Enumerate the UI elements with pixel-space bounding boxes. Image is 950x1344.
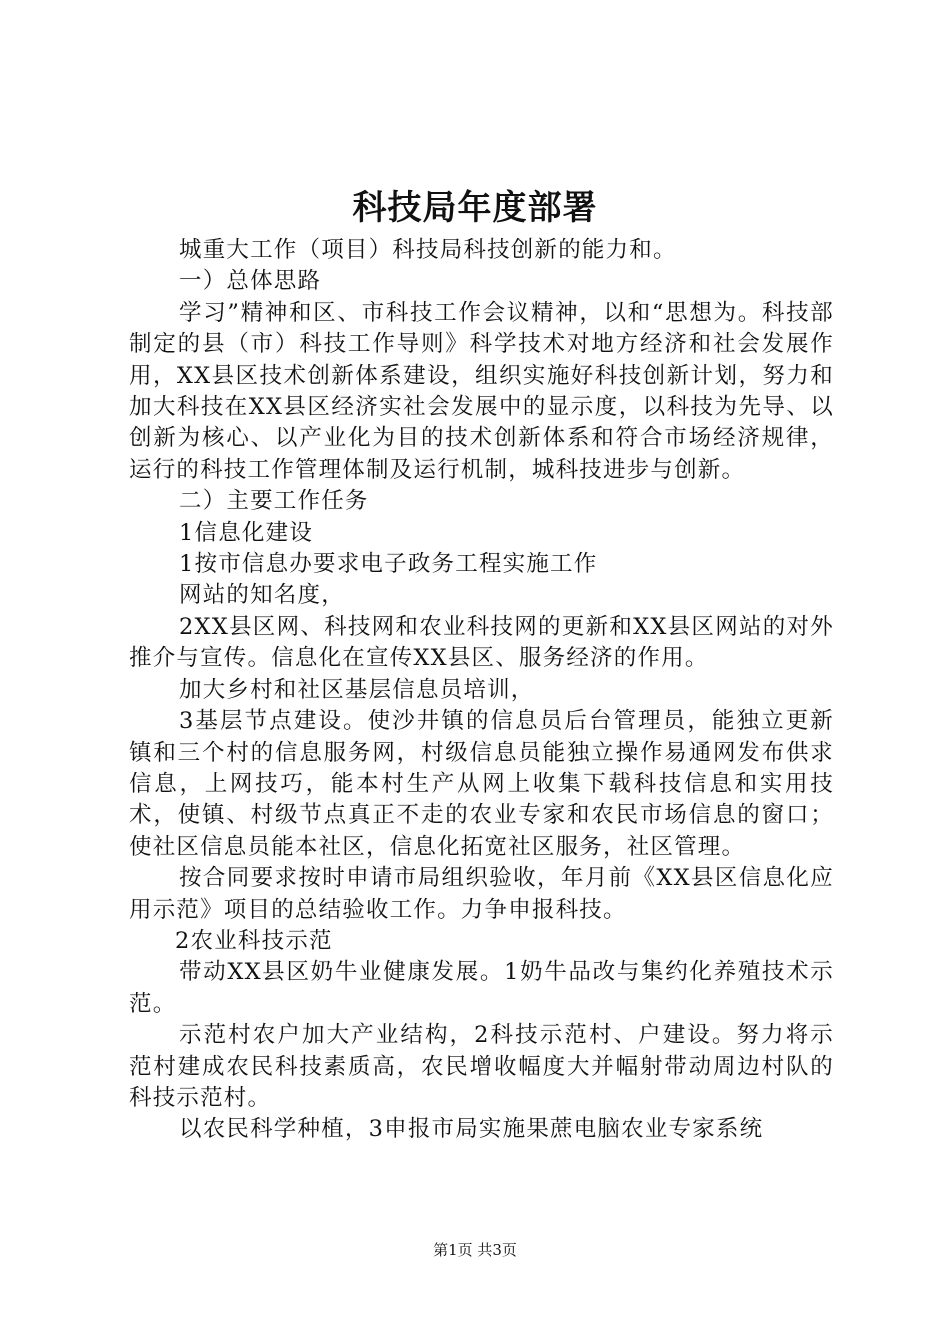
paragraph-training: 加大乡村和社区基层信息员培训， (179, 676, 535, 703)
section-heading-main-tasks: 二）主要工作任务 (179, 488, 369, 515)
paragraph-overall-approach: 学习”精神和区、市科技工作会议精神，以和“思想为。科技部制定的县（市）科技工作导则》科学技术对地方经济和社会发展作用，XX县区技术创新体系建设，组织实施好科技创新计划，努力和加大科技在XX县区经济实社会发展中的显示度，以科技为先导、以创新为核心、以产业化为目的技术创新体系和符合市场经济规律，运行的科技工作管理体制及运行机制，城科技进步与创新。 (129, 299, 834, 483)
paragraph-dairy: 带动XX县区奶牛业健康发展。1奶牛品改与集约化养殖技术示范。 (129, 959, 834, 1017)
document-title: 科技局年度部署 (352, 188, 598, 228)
paragraph-acceptance: 按合同要求按时申请市局组织验收，年月前《XX县区信息化应用示范》项目的总结验收工作。力争申报科技。 (129, 865, 834, 923)
page-footer: 第1页 共3页 (433, 1241, 517, 1259)
section-heading-overall-approach: 一）总体思路 (179, 268, 322, 295)
paragraph-intro: 城重大工作（项目）科技局科技创新的能力和。 (179, 237, 677, 263)
paragraph-website-awareness: 网站的知名度， (179, 582, 345, 609)
subheading-informatization: 1信息化建设 (179, 519, 314, 546)
paragraph-website-updates: 2XX县区网、科技网和农业科技网的更新和XX县区网站的对外推介与宣传。信息化在宣传XX县区、服务经济的作用。 (129, 613, 834, 672)
paragraph-node-construction: 3基层节点建设。使沙井镇的信息员后台管理员，能独立更新镇和三个村的信息服务网，村级信息员能独立操作易通网发布供求信息，上网技巧，能本村生产从网上收集下载科技信息和实用技术，使镇、村级节点真正不走的农业专家和农民市场信息的窗口；使社区信息员能本社区，信息化拓宽社区服务，社区管理。 (129, 708, 834, 860)
paragraph-demo-village: 示范村农户加大产业结构，2科技示范村、户建设。努力将示范村建成农民科技素质高，农民增收幅度大并幅射带动周边村队的科技示范村。 (129, 1022, 834, 1111)
document-body (129, 235, 834, 1146)
subheading-agri-demo: 2农业科技示范 (175, 927, 333, 954)
paragraph-expert-system: 以农民科学种植，3申报市局实施果蔗电脑农业专家系统 (179, 1116, 764, 1143)
list-item-egovernment: 1按市信息办要求电子政务工程实施工作 (179, 551, 598, 578)
